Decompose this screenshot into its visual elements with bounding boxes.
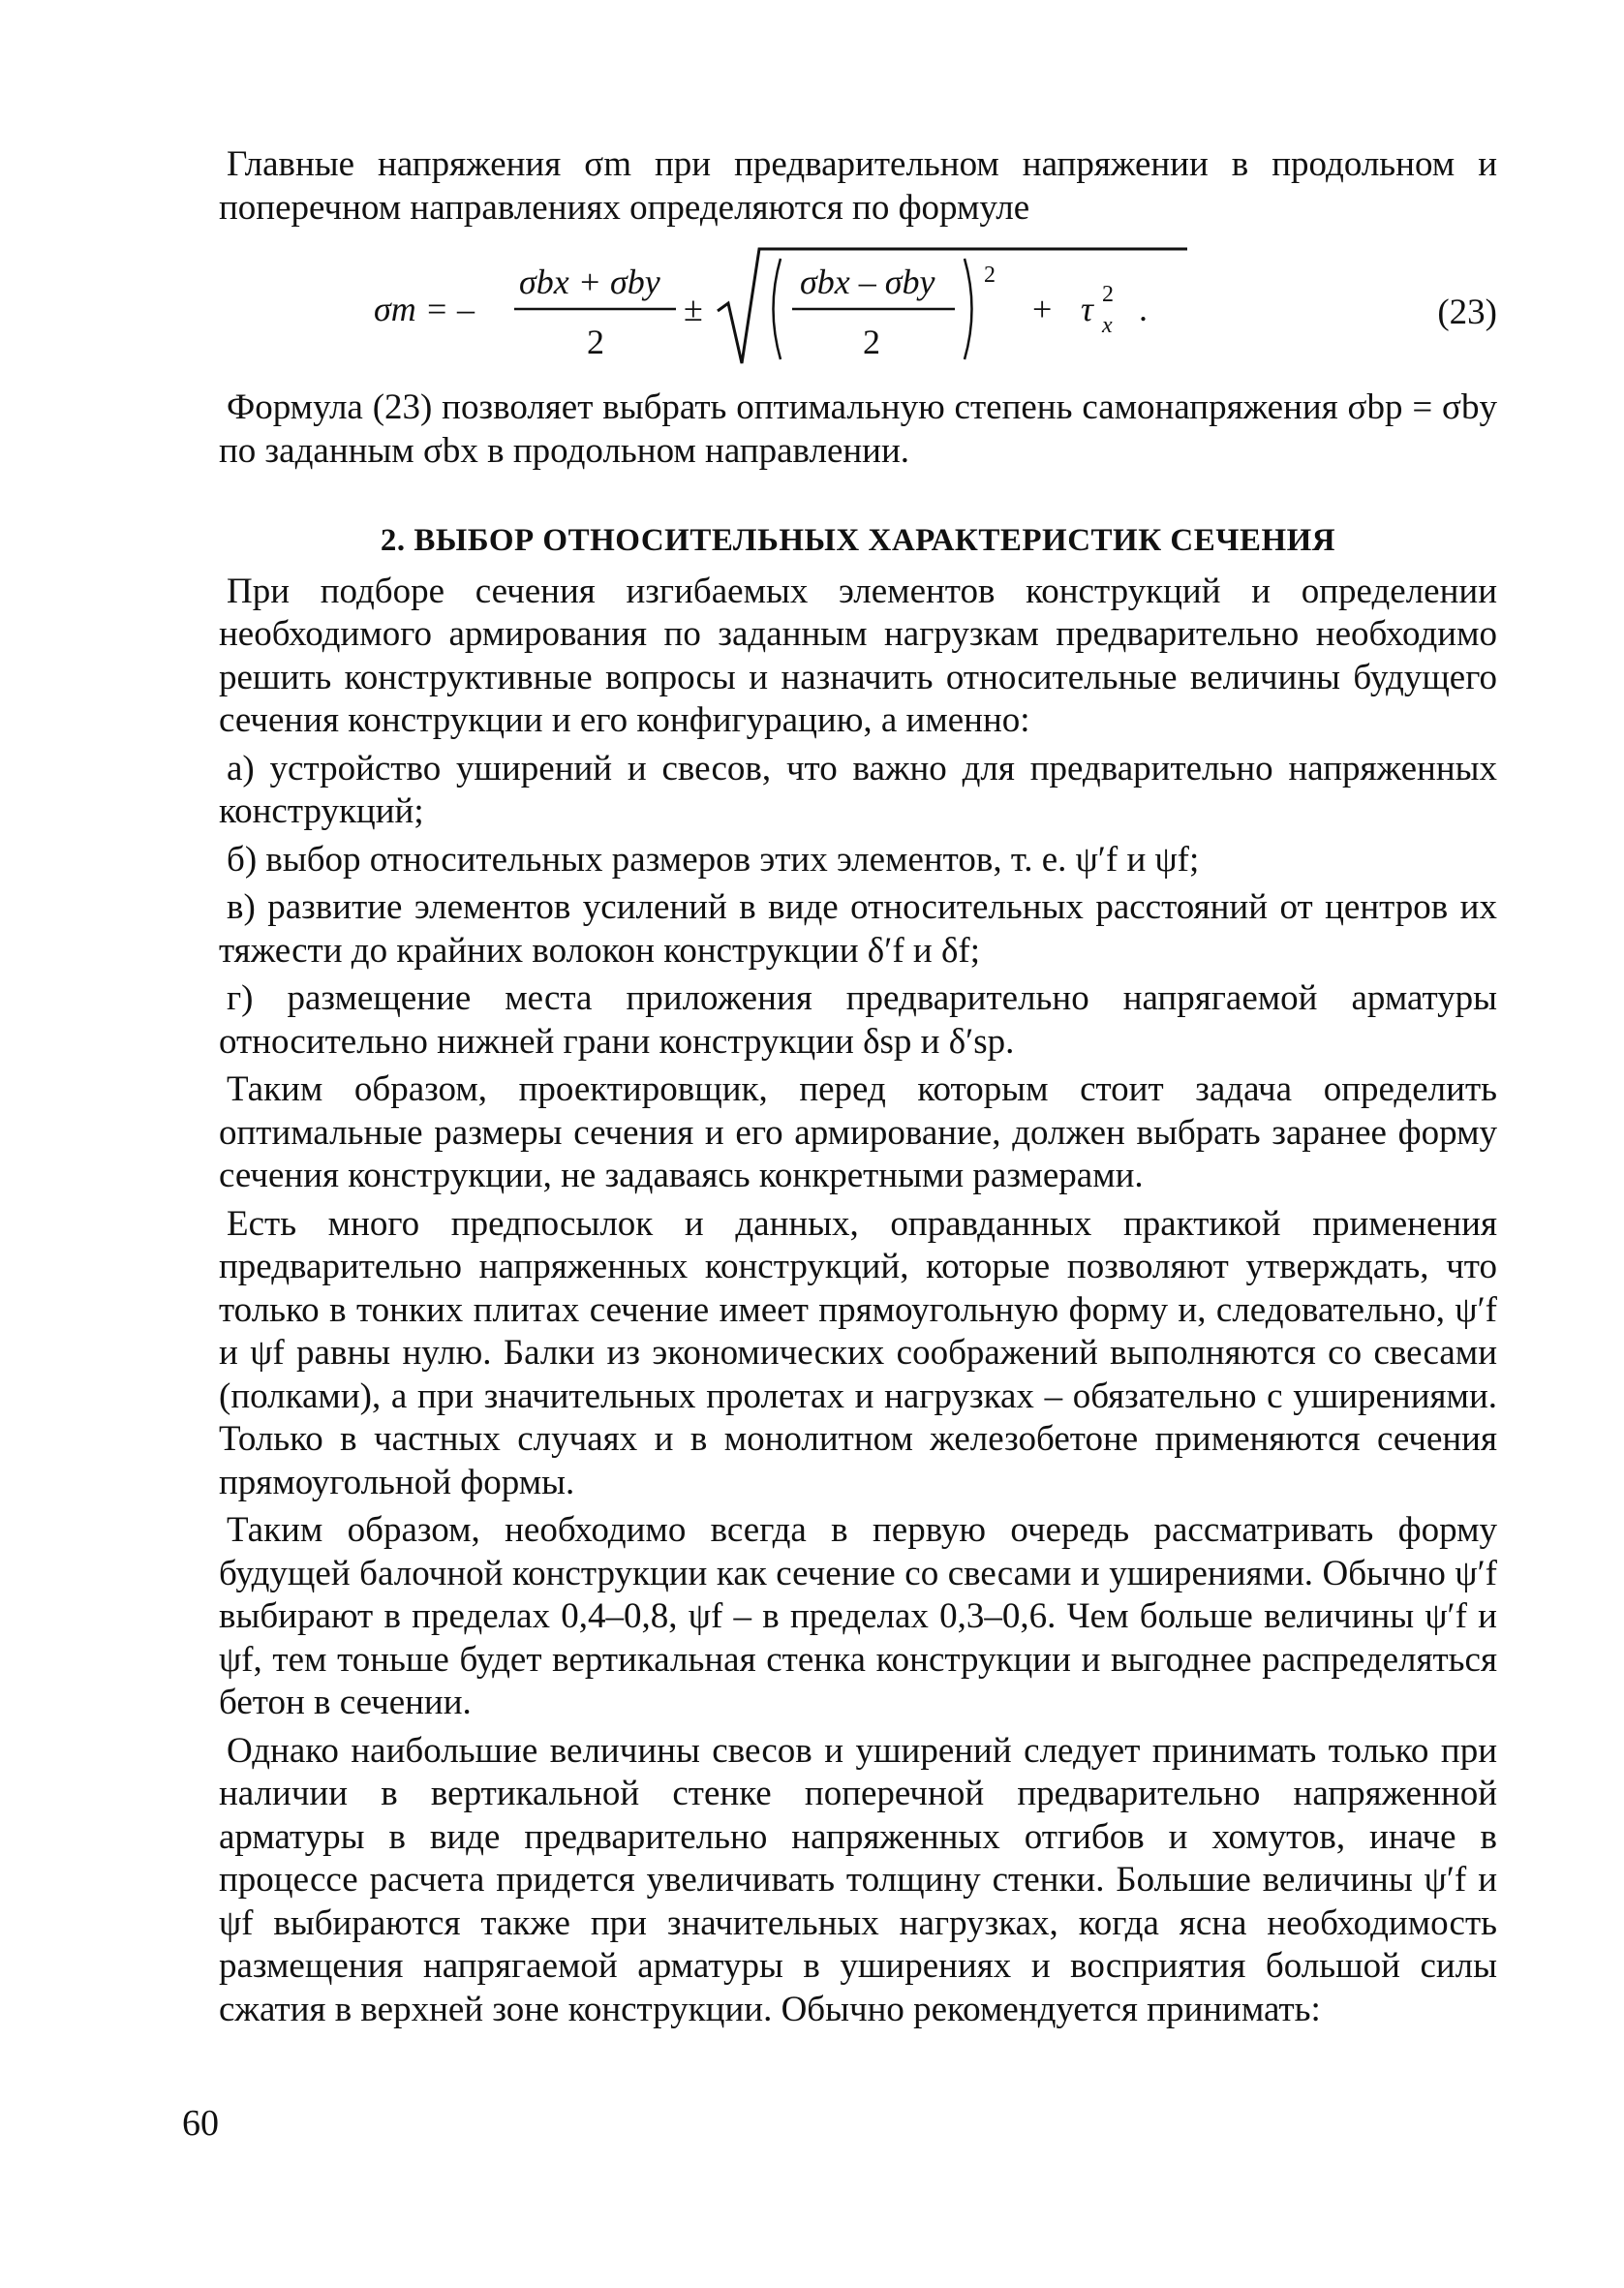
list-item-g: г) размещение места приложения предварительно напрягаемой арматуры относительно нижней грани конструкции δsp и δ′sp. [219, 978, 1497, 1062]
frac1-numerator: σbx + σby [519, 263, 660, 301]
square-exponent: 2 [984, 263, 996, 288]
paragraph-prerequisites: Есть много предпосылок и данных, оправданных практикой применения предварительно напряженных конструкций, которые позволяют утверждать, что только в тонких плитах сечение имеет прямоугольную форму и, следовательно, ψ′f и ψf равны нулю. Балки из экономических соображений выполняются со свесами (полками), а при значительных пролетах и нагрузках – обязательно с уширениями. Только в частных случаях и в монолитном железобетоне применяются сечения прямоугольной формы. [219, 1203, 1497, 1502]
frac1-denominator: 2 [587, 323, 604, 361]
list-item-v: в) развитие элементов усилений в виде относительных расстояний от центров их тяжести до крайних волокон конструкции δ′f и δf; [219, 887, 1497, 971]
tau-subscript: x [1102, 313, 1113, 338]
list-item-b: б) выбор относительных размеров этих элементов, т. е. ψ′f и ψf; [227, 839, 1200, 880]
formula-lhs: σm = – [374, 290, 475, 328]
page-number: 60 [182, 2103, 219, 2144]
formula-number: (23) [1437, 293, 1497, 332]
paragraph-principal-stresses: Главные напряжения σm при предварительном напряжении в продольном и поперечном направлениях определяются по формуле [219, 144, 1497, 228]
plus-minus-sign: ± [684, 290, 703, 328]
paragraph-beam-shape: Таким образом, необходимо всегда в первую очередь рассматривать форму будущей балочной конструкции как сечение со свесами и уширениями. Обычно ψ′f выбирают в пределах 0,4–0,8, ψf – в пределах 0,3–0,6. Чем больше величины ψ′f и ψf, тем тоньше будет вертикальная стенка конструкции и выгоднее распределяться бетон в сечении. [219, 1510, 1497, 1722]
tau-superscript: 2 [1102, 282, 1114, 307]
formula-23 [219, 235, 1497, 381]
paragraph-flange-sizes: Однако наибольшие величины свесов и уширений следует принимать только при наличии в вертикальной стенке поперечной предварительно напряженной арматуры в виде предварительно напряженных отгибов и хомутов, иначе в процессе расчета придется увеличивать толщину стенки. Большие величины ψ′f и ψf выбираются также при значительных нагрузках, когда ясна необходимость размещения напрягаемой арматуры в уширениях и восприятия большой силы сжатия в верхней зоне конструкции. Обычно рекомендуется принимать: [219, 1730, 1497, 2029]
plus-sign: + [1032, 290, 1053, 328]
frac2-numerator: σbx – σby [800, 263, 935, 301]
page-text [219, 143, 1497, 2036]
section-heading: 2. ВЫБОР ОТНОСИТЕЛЬНЫХ ХАРАКТЕРИСТИК СЕЧЕНИЯ [380, 523, 1336, 558]
formula-period: . [1139, 290, 1148, 328]
paragraph-designer: Таким образом, проектировщик, перед которым стоит задача определить оптимальные размеры сечения и его армирование, должен выбрать заранее форму сечения конструкции, не задаваясь конкретными размерами. [219, 1069, 1497, 1195]
frac2-denominator: 2 [863, 323, 880, 361]
paragraph-formula-23-note: Формула (23) позволяет выбрать оптимальную степень самонапряжения σbp = σby по заданным σbx в продольном направлении. [219, 387, 1497, 471]
tau-symbol: τ [1081, 290, 1093, 328]
list-item-a: а) устройство уширений и свесов, что важно для предварительно напряженных конструкций; [219, 748, 1497, 831]
paragraph-section-intro: При подборе сечения изгибаемых элементов конструкций и определении необходимого армирования по заданным нагрузкам предварительно необходимо решить конструктивные вопросы и назначить относительные величины будущего сечения конструкции и его конфигурацию, а именно: [219, 571, 1497, 740]
formula-graphic [374, 235, 1207, 381]
